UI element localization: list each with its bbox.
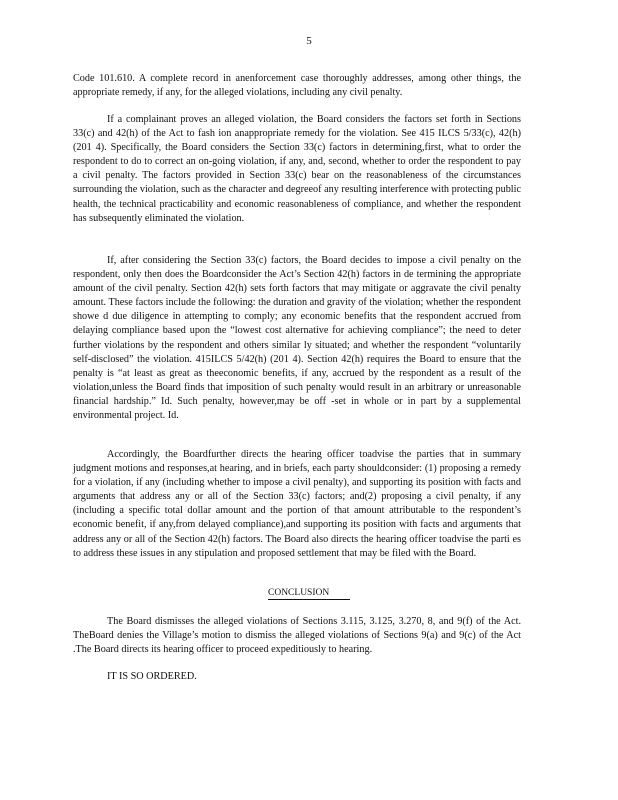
page-number: 5: [306, 35, 312, 47]
paragraph-section-42h: If, after considering the Section 33(c) factors, the Board decides to impose a civil penalty on the respondent, only then does the Boardconsider the Act’s Section 42(h) factors in de termining the appropriate amount of the civil penalty. Section 42(h) sets forth factors that may mitigate or aggravate the civil penalty amount. These factors include the following: the duration and gravity of the violation; whether the respondent showe d due diligence in attempting to comply; any economic benefits that the respondent accrued from delaying compliance based upon the “lowest cost alternative for achieving compliance”; the need to deter further violations by the respondent and others similar ly situated; and whether the respondent “voluntarily self-disclosed” the violation. 415ILCS 5/42(h) (201 4). Section 42(h) requires the Board to ensure that the penalty is “at least as great as theeconomic benefits, if any, accrued by the respondent as a result of the violation,unless the Board finds that imposition of such penalty would result in an arbitrary or unreasonable financial hardship.” Id. Such penalty, however,may be off -set in whole or in part by a supplemental environmental project. Id.: [73, 255, 521, 422]
paragraph-section-33c: If a complainant proves an alleged violation, the Board considers the factors set forth in Sections 33(c) and 42(h) of the Act to fash ion anappropriate remedy for the violation. See 415 ILCS 5/33(c), 42(h) (201 4). Specifically, the Board considers the Section 33(c) factors in determining,first, what to order the respondent to do to correct an on-going violation, if any, and, second, whether to order the respondent to pay a civil penalty. The factors provided in Section 33(c) bear on the reasonableness of the circumstances surrounding the violation, such as the character and degreeof any resulting interference with protecting public health, the technical practicability and economic reasonableness of compliance, and whether the respondent has subsequently eliminated the violation.: [73, 114, 521, 224]
paragraph-conclusion: The Board dismisses the alleged violations of Sections 3.115, 3.125, 3.270, 8, and 9(f) of the Act. TheBoard denies the Village’s motion to dismiss the alleged violations of Sections 9(a) and 9(c) of the Act .The Board directs its hearing officer to proceed expeditiously to hearing.: [73, 616, 521, 656]
paragraph-hearing-officer-directions: Accordingly, the Boardfurther directs the hearing officer toadvise the parties that in summary judgment motions and responses,at hearing, and in briefs, each party shouldconsider: (1) proposing a remedy for a violation, if any (including whether to impose a civil penalty), and supporting its position with facts and arguments that address any or all of the Section 33(c) factors; and(2) proposing a civil penalty, if any (including a specific total dollar amount and the portion of that amount attributable to the respondent’s economic benefit, if any,from delayed compliance),and supporting its position with facts and arguments that address any or all of the Section 42(h) factors. The Board also directs the hearing officer toadvise the parti es to address these issues in any stipulation and proposed settlement that may be filed with the Board.: [73, 449, 521, 559]
conclusion-heading: [0, 588, 618, 600]
paragraph-record: Code 101.610. A complete record in anenforcement case thoroughly addresses, among other things, the appropriate remedy, if any, for the alleged violations, including any civil penalty.: [73, 73, 521, 99]
order-statement: IT IS SO ORDERED.: [107, 671, 197, 682]
conclusion-heading-text: CONCLUSION: [268, 588, 350, 600]
